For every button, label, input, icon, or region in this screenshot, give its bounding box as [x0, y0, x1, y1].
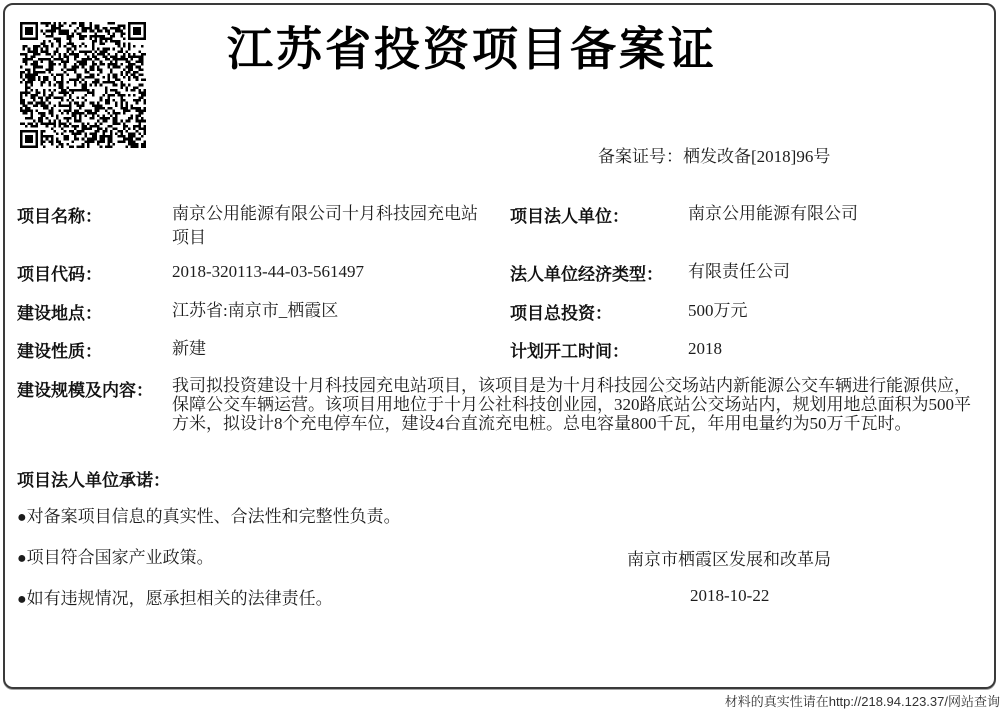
field-label-total-investment: 项目总投资：	[510, 304, 612, 323]
field-label-economic-type: 法人单位经济类型：	[510, 265, 663, 284]
certificate-number	[598, 142, 830, 167]
verification-note: 材料的真实性请在http://218.94.123.37/网站查询	[724, 694, 1000, 709]
field-value-planned-start: 2018	[688, 339, 722, 358]
commitment-item-text: 项目符合国家产业政策。	[26, 548, 214, 567]
field-value-economic-type: 有限责任公司	[688, 262, 790, 281]
issuing-agency: 南京市栖霞区发展和改革局	[627, 550, 831, 569]
field-value-scale-content: 我司拟投资建设十月科技园充电站项目，该项目是为十月科技园公交场站内新能源公交车辆进行能源供应，保障公交车辆运营。该项目用地位于十月公社科技创业园，320路底站公交场站内，规划用地总面积为500平方米，拟设计8个充电停车位，建设4台直流充电桩。总电容量800千瓦，年用电量约为50万千瓦时。	[172, 376, 971, 433]
issue-date: 2018-10-22	[690, 586, 770, 605]
commitment-item	[17, 502, 401, 527]
field-label-nature: 建设性质：	[17, 342, 102, 361]
commitment-item-text: 对备案项目信息的真实性、合法性和完整性负责。	[26, 507, 401, 526]
commitment-item-text: 如有违规情况，愿承担相关的法律责任。	[26, 589, 333, 608]
certificate-number-value: 栖发改备[2018]96号	[683, 147, 831, 166]
field-value-project-name: 南京公用能源有限公司十月科技园充电站项目	[172, 204, 478, 247]
certificate-number-label: 备案证号：	[598, 147, 683, 166]
field-label-location: 建设地点：	[17, 304, 102, 323]
field-label-scale-content: 建设规模及内容：	[17, 381, 153, 400]
certificate-title: 江苏省投资项目备案证	[227, 24, 717, 75]
field-value-nature: 新建	[172, 339, 206, 358]
commitment-heading: 项目法人单位承诺：	[17, 471, 170, 490]
commitment-item	[17, 543, 214, 568]
qr-code	[20, 22, 146, 148]
field-label-legal-entity: 项目法人单位：	[510, 207, 629, 226]
field-label-planned-start: 计划开工时间：	[510, 342, 629, 361]
commitment-item	[17, 584, 333, 609]
field-value-location: 江苏省:南京市_栖霞区	[172, 301, 339, 320]
bullet-icon: ●	[17, 591, 27, 608]
field-label-project-code: 项目代码：	[17, 265, 102, 284]
field-label-project-name: 项目名称：	[17, 207, 102, 226]
bullet-icon: ●	[17, 550, 27, 567]
field-value-legal-entity: 南京公用能源有限公司	[688, 204, 858, 223]
field-value-project-code: 2018-320113-44-03-561497	[172, 262, 365, 281]
field-value-total-investment: 500万元	[688, 301, 748, 320]
bullet-icon: ●	[17, 509, 27, 526]
